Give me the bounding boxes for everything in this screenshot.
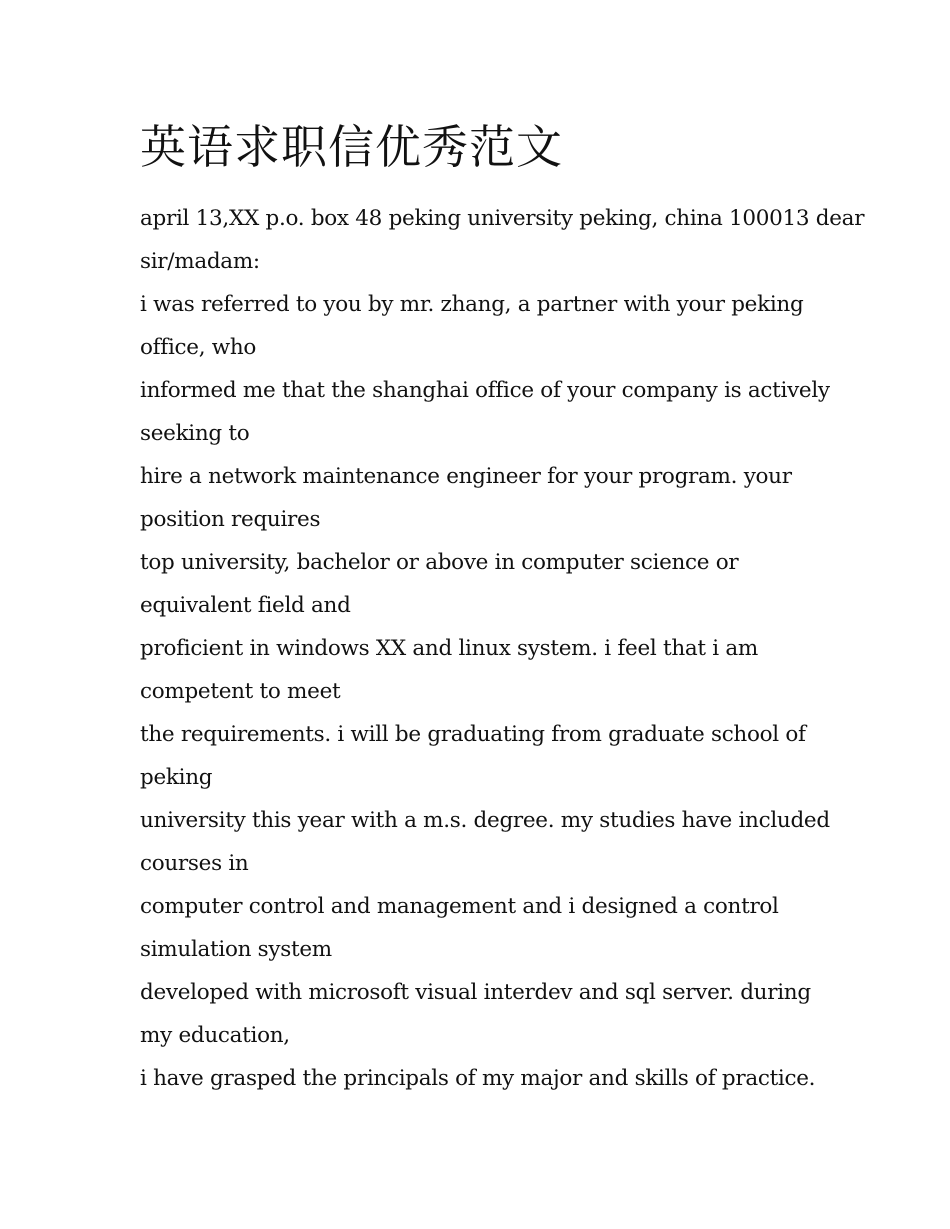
body-line: competent to meet: [140, 679, 341, 704]
body-line: seeking to: [140, 421, 250, 446]
body-line: position requires: [140, 507, 321, 532]
body-line: office, who: [140, 335, 257, 360]
body-line: the requirements. i will be graduating from graduate school of: [140, 722, 806, 747]
body-line: peking: [140, 765, 213, 790]
body-line: hire a network maintenance engineer for your program. your: [140, 464, 792, 489]
body-line: proficient in windows XX and linux system. i feel that i am: [140, 636, 759, 661]
body-line: simulation system: [140, 937, 332, 962]
body-line: university this year with a m.s. degree. my studies have included: [140, 808, 830, 833]
body-line: i have grasped the principals of my major and skills of practice.: [140, 1066, 816, 1091]
body-line: april 13,XX p.o. box 48 peking university peking, china 100013 dear: [140, 206, 865, 231]
body-line: sir/madam:: [140, 249, 260, 274]
document-title: 英语求职信优秀范文: [140, 120, 563, 174]
body-line: i was referred to you by mr. zhang, a partner with your peking: [140, 292, 804, 317]
body-line: computer control and management and i designed a control: [140, 894, 779, 919]
body-line: courses in: [140, 851, 249, 876]
body-line: developed with microsoft visual interdev and sql server. during: [140, 980, 811, 1005]
document-body: [140, 197, 865, 1100]
body-line: top university, bachelor or above in computer science or: [140, 550, 739, 575]
body-line: my education,: [140, 1023, 290, 1048]
body-line: equivalent field and: [140, 593, 351, 618]
body-line: informed me that the shanghai office of your company is actively: [140, 378, 830, 403]
